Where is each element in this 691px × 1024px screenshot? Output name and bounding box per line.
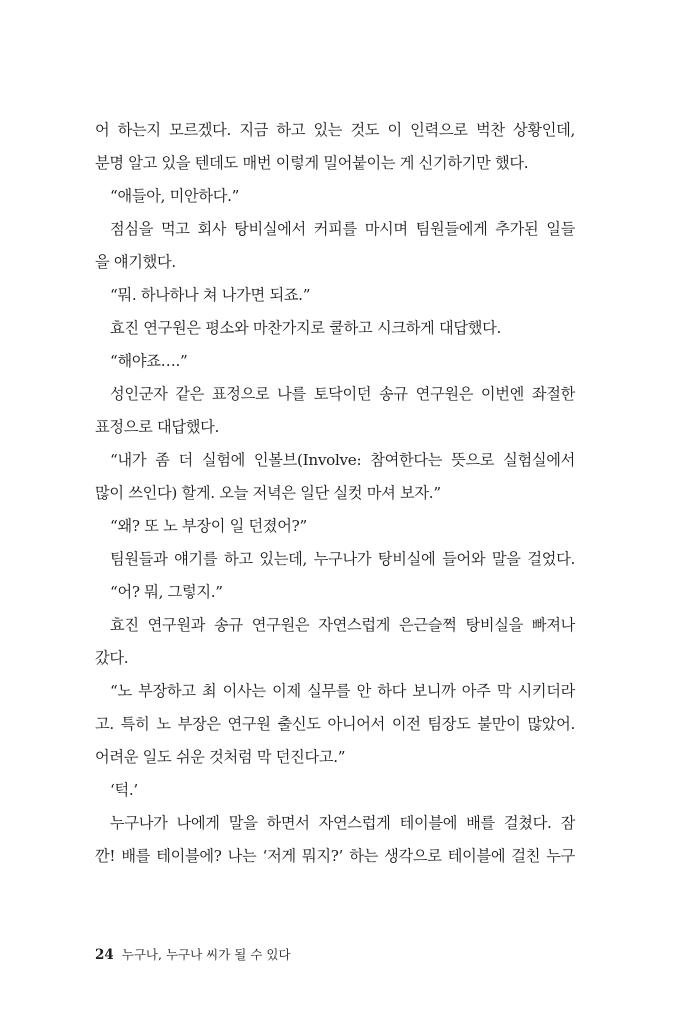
body-text	[95, 114, 575, 873]
dialogue-line: “왜? 또 노 부장이 일 던졌어?”	[110, 517, 307, 535]
dialogue-line: “내가 좀 더 실험에 인볼브(Involve: 참여한다는 뜻으로 실험실에서	[110, 451, 575, 469]
text-line: 분명 알고 있을 텐데도 매번 이렇게 밀어붙이는 게 신기하기만 했다.	[95, 154, 529, 172]
running-title: 누구나, 누구나 씨가 될 수 있다	[121, 947, 291, 962]
text-line: 팀원들과 얘기를 하고 있는데, 누구나가 탕비실에 들어와 말을 걸었다.	[110, 550, 575, 568]
dialogue-line: 많이 쓰인다) 할게. 오늘 저녁은 일단 실컷 마셔 보자.”	[95, 484, 441, 502]
dialogue-line: “노 부장하고 최 이사는 이제 실무를 안 하다 보니까 아주 막 시키더라	[110, 682, 575, 700]
dialogue-line: “뭐. 하나하나 쳐 나가면 되죠.”	[110, 286, 311, 304]
dialogue-line: 어려운 일도 쉬운 것처럼 막 던진다고.”	[95, 748, 346, 766]
dialogue-line: ‘턱.’	[110, 781, 138, 799]
text-line: 표정으로 대답했다.	[95, 418, 220, 436]
page-footer	[95, 946, 291, 964]
dialogue-line: “애들아, 미안하다.”	[110, 187, 240, 205]
text-line: 점심을 먹고 회사 탕비실에서 커피를 마시며 팀원들에게 추가된 일들	[110, 220, 575, 238]
text-line: 누구나가 나에게 말을 하면서 자연스럽게 테이블에 배를 걸쳤다. 잠	[110, 814, 575, 832]
text-line: 어 하는지 모르겠다. 지금 하고 있는 것도 이 인력으로 벅찬 상황인데,	[95, 121, 575, 139]
text-line: 효진 연구원과 송규 연구원은 자연스럽게 은근슬쩍 탕비실을 빠져나	[110, 616, 575, 634]
text-line: 을 얘기했다.	[95, 253, 176, 271]
text-line: 효진 연구원은 평소와 마찬가지로 쿨하고 시크하게 대답했다.	[110, 319, 501, 337]
text-line: 갔다.	[95, 649, 129, 667]
text-line: 성인군자 같은 표정으로 나를 토닥이던 송규 연구원은 이번엔 좌절한	[110, 385, 575, 403]
dialogue-line: “어? 뭐, 그렇지.”	[110, 583, 223, 601]
dialogue-line: “해야죠….”	[110, 352, 188, 370]
page-number: 24	[95, 947, 114, 963]
dialogue-line: 고. 특히 노 부장은 연구원 출신도 아니어서 이전 팀장도 불만이 많았어.	[95, 715, 575, 733]
text-line: 깐! 배를 테이블에? 나는 ‘저게 뭐지?’ 하는 생각으로 테이블에 걸친 누구	[95, 847, 575, 865]
